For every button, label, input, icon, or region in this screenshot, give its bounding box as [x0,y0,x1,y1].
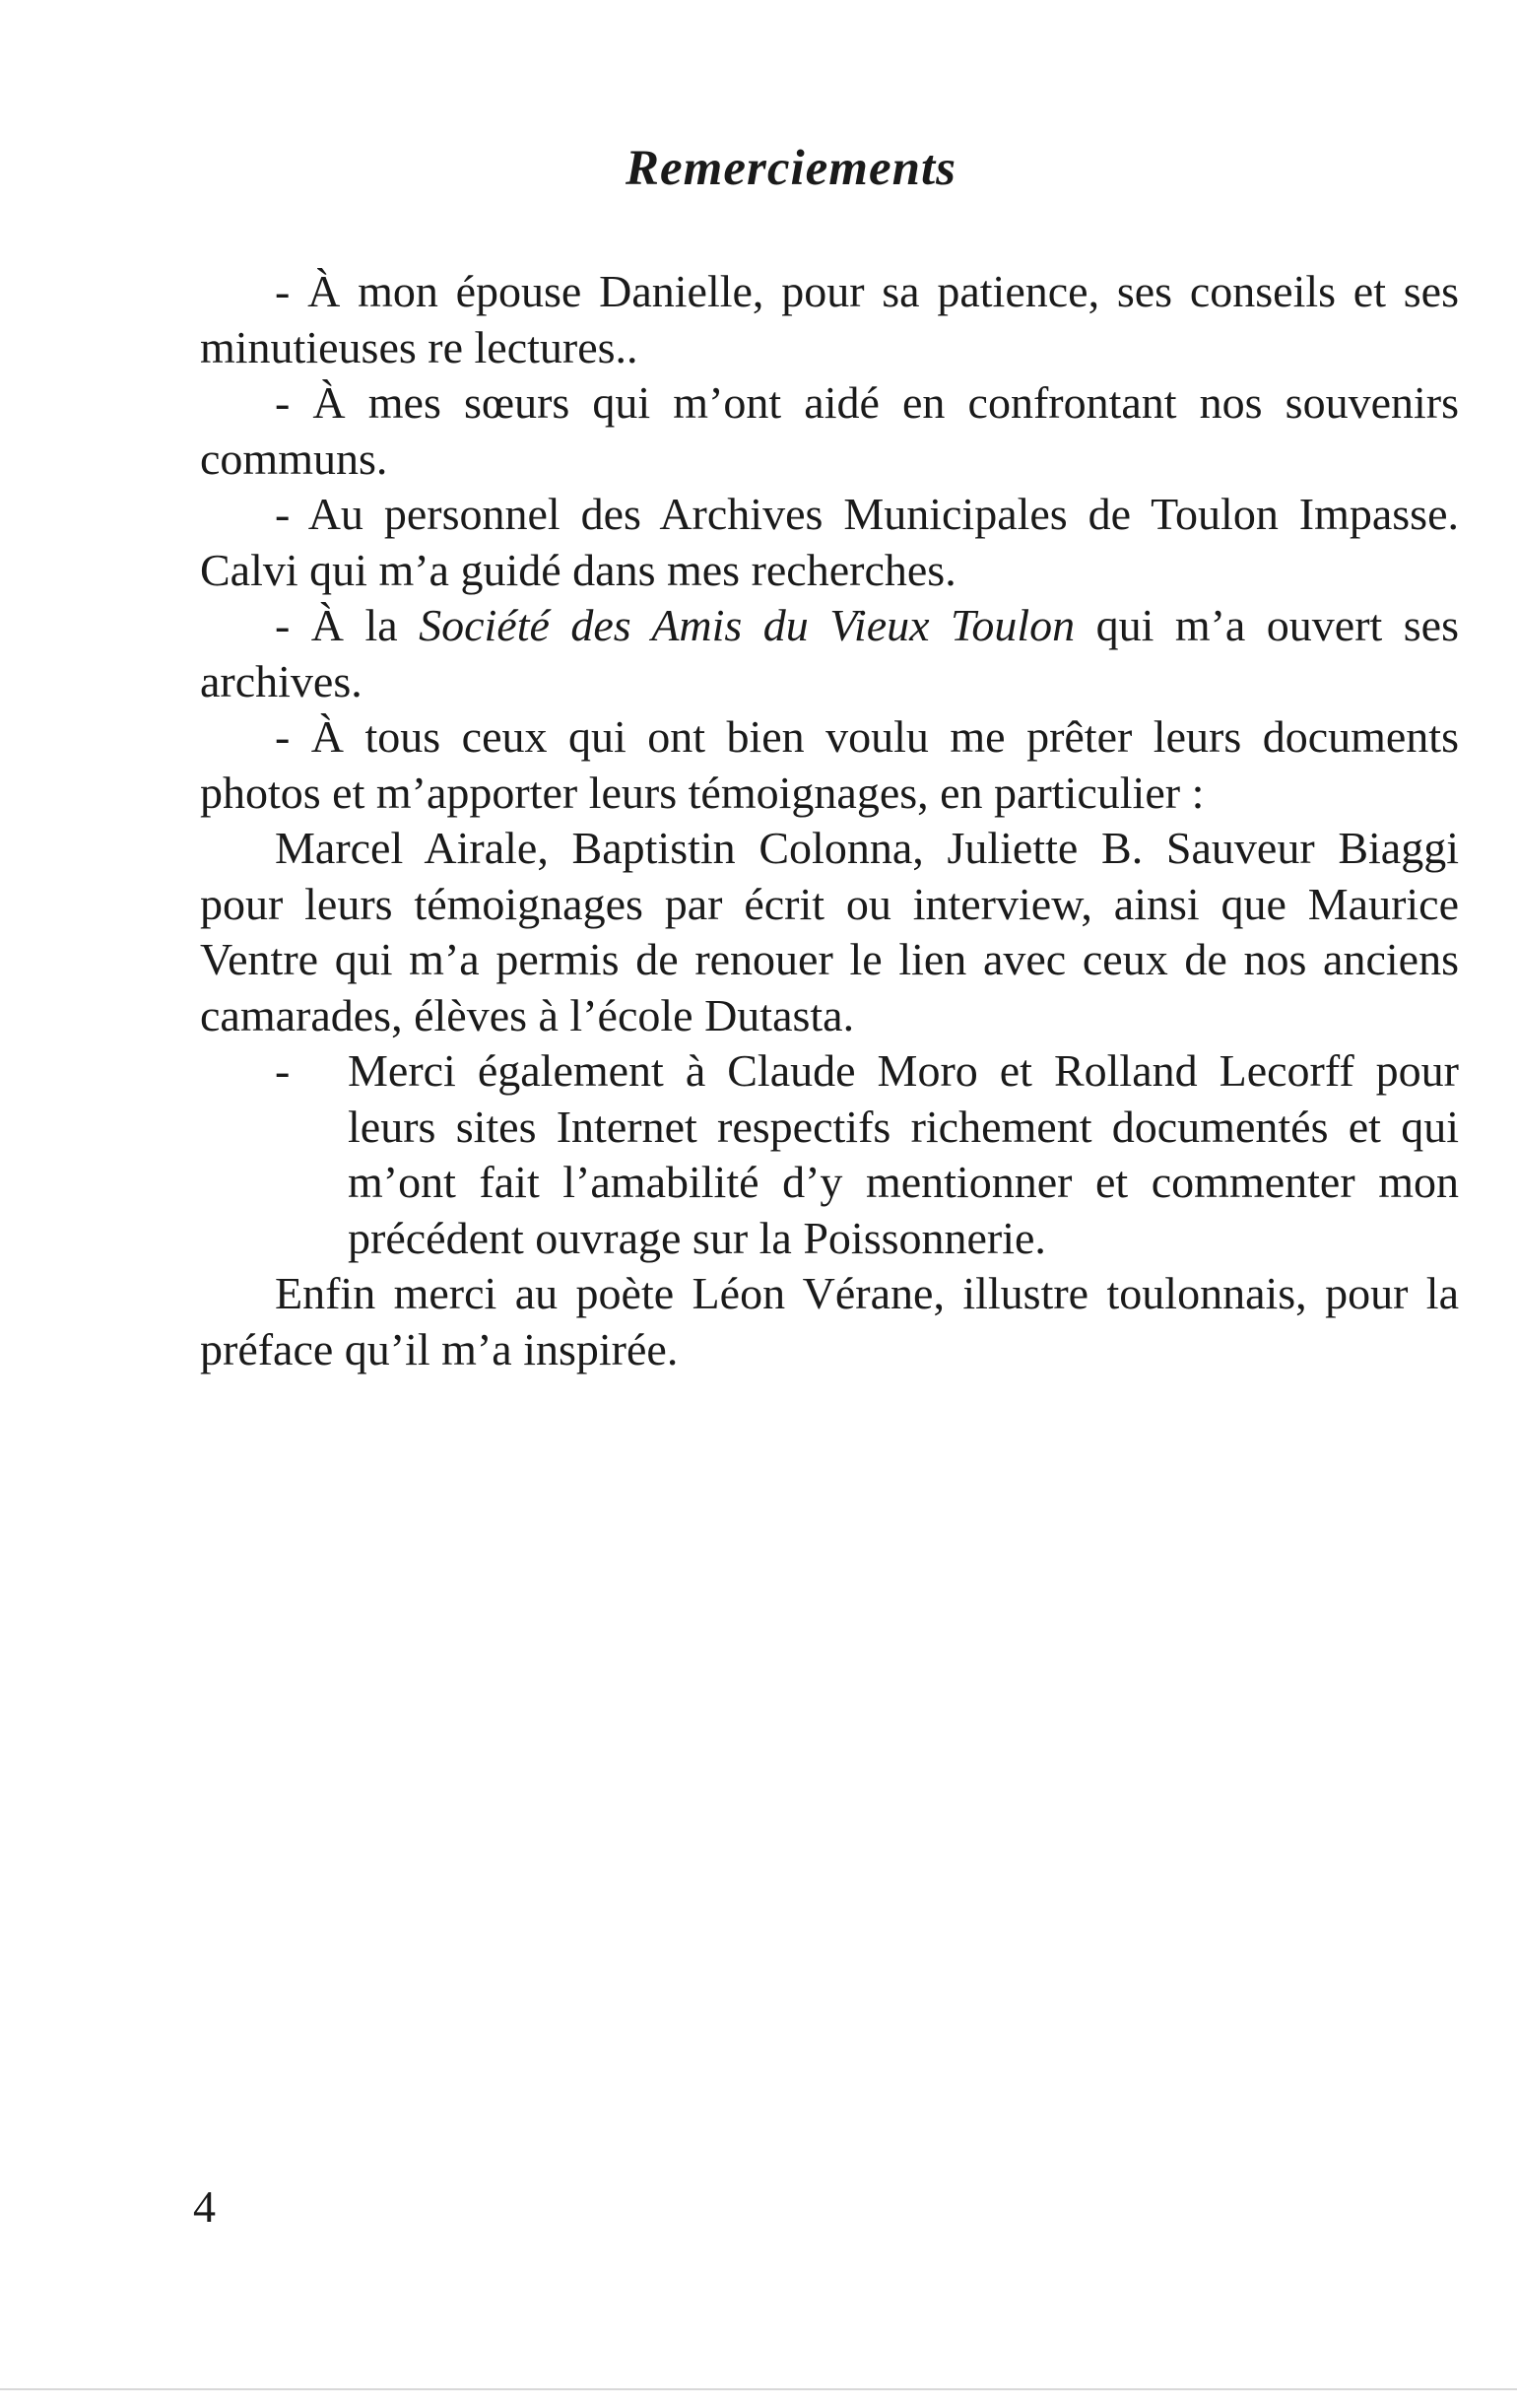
society-text-end: qui m’a ouvert ses archives. [200,600,1459,706]
acknowledgements-body [200,264,1459,1377]
paragraph-archives: - Au personnel des Archives Municipales de Toulon Impasse. Calvi qui m’a guidé dans mes recherches. [200,489,1459,595]
society-text-start: - À la [275,600,420,650]
paragraph-sisters: - À mes sœurs qui m’ont aidé en confrontant nos souvenirs communs. [200,377,1459,484]
paragraph-websites [200,1043,1459,1266]
page-title: Remerciements [626,141,956,196]
paragraph-poet: Enfin merci au poète Léon Vérane, illustre toulonnais, pour la préface qu’il m’a inspirée. [200,1268,1459,1374]
paragraph-society [200,598,1459,709]
scan-edge-line [0,2388,1517,2390]
society-name: Société des Amis du Vieux Toulon [419,600,1076,650]
paragraph-spouse: - À mon épouse Danielle, pour sa patience, ses conseils et ses minutieuses re lectures.. [200,266,1459,372]
paragraph-contributors: - À tous ceux qui ont bien voulu me prêter leurs documents photos et m’apporter leurs témoignages, en particulier : [200,711,1459,818]
websites-text: Merci également à Claude Moro et Rolland Lecorff pour leurs sites Internet respectifs richement documentés et qui m’ont fait l’amabilité d’y mentionner et commenter mon précédent ouvrage sur la Poissonnerie. [348,1045,1459,1263]
paragraph-names: Marcel Airale, Baptistin Colonna, Juliette B. Sauveur Biaggi pour leurs témoignages par écrit ou interview, ainsi que Maurice Ventre qui m’a permis de renouer le lien avec ceux de nos anciens camarades, élèves à l’école Dutasta. [200,823,1459,1040]
list-dash: - [275,1045,291,1096]
page-number: 4 [193,2181,216,2232]
